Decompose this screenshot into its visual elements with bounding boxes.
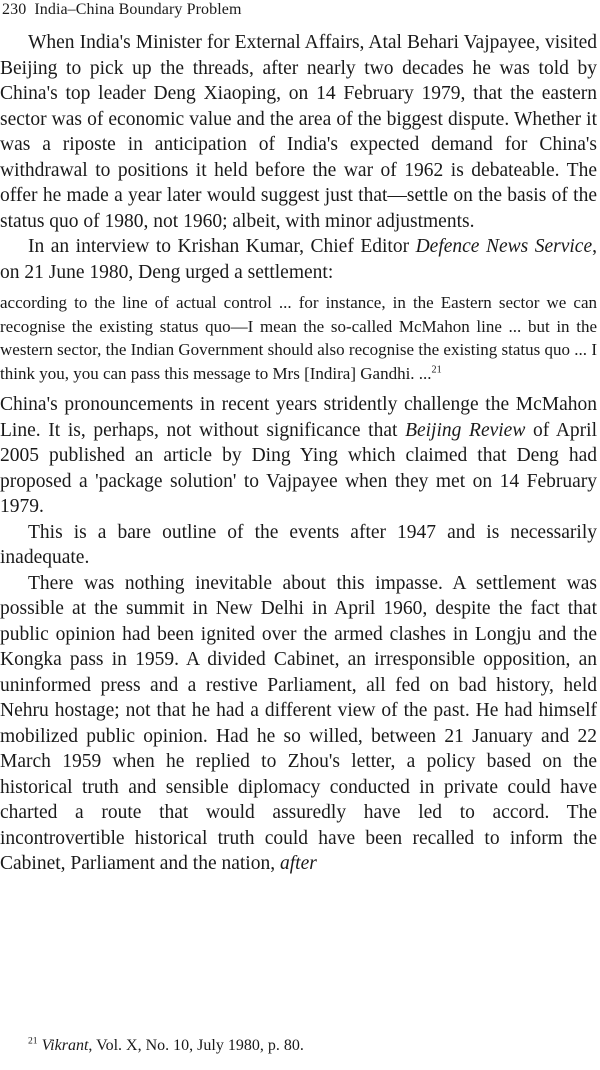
paragraph-outline: This is a bare outline of the events after 1947 and is necessarily inadequate.	[0, 521, 597, 568]
running-header	[2, 0, 242, 20]
main-text	[0, 30, 597, 877]
publication-title: Defence News Service	[415, 236, 593, 257]
deng-quote: according to the line of actual control ... for instance, in the Eastern sector we can recognise the existing status quo—I mean the so-called McMahon line ... but in the western sector, the Indian Government should also recognise the existing status quo ... I think you, you can pass this message to Mrs [Indira] Gandhi. ...$^{21}$	[0, 293, 597, 383]
paragraph-vajpayee-visit: When India's Minister for External Affairs, Atal Behari Vajpayee, visited Beijing to pick up the threads, after nearly two decades he was told by China's top leader Deng Xiaoping, on 14 February 1979, that the eastern sector was of economic value and the area of the biggest dispute. Whether it was a riposte in anticipation of India's expected demand for China's withdrawal to positions it held before the war of 1962 is debateable. The offer he made a year later would suggest just that—settle on the basis of the status quo of 1980, not 1960; albeit, with minor adjustments.	[0, 32, 597, 232]
page-number: 230	[2, 1, 27, 18]
footnote-number: 21	[28, 1035, 38, 1047]
footnote-source: Vikrant	[41, 1037, 89, 1054]
paragraph-interview: In an interview to Krishan Kumar, Chief Editor Defence News Service, on 21 June 1980, Deng urged a settlement:	[0, 236, 597, 283]
footnote-21: $^{21}$ Vikrant, Vol. X, No. 10, July 1980, p. 80.	[28, 1035, 304, 1054]
publication-title: Beijing Review	[405, 419, 526, 441]
paragraph-pronouncements: China's pronouncements in recent years stridently challenge the McMahon Line. It is, perhaps, not without significance that Beijing Review of April 2005 published an article by Ding Ying which claimed that Deng had proposed a 'package solution' to Vajpayee when they met on 14 February 1979.	[0, 394, 597, 517]
footnote-ref: 21	[431, 363, 442, 375]
paragraph-impasse: There was nothing inevitable about this impasse. A settlement was possible at the summit in New Delhi in April 1960, despite the fact that public opinion had been ignited over the armed clashes in Longju and the Kongka pass in 1959. A divided Cabinet, an irresponsible opposition, an uninformed press and a restive Parliament, all fed on bad history, held Nehru hostage; not that he had a different view of the past. He had himself mobilized public opinion. Had he so willed, between 21 January and 22 March 1959 when he replied to Zhou's letter, a policy based on the historical truth and sensible diplomacy conducted in private could have charted a route that would assuredly have led to accord. The incontrovertible historical truth could have been recalled to inform the Cabinet, Parliament and the nation, after	[0, 572, 597, 874]
running-title: India–China Boundary Problem	[34, 1, 242, 18]
